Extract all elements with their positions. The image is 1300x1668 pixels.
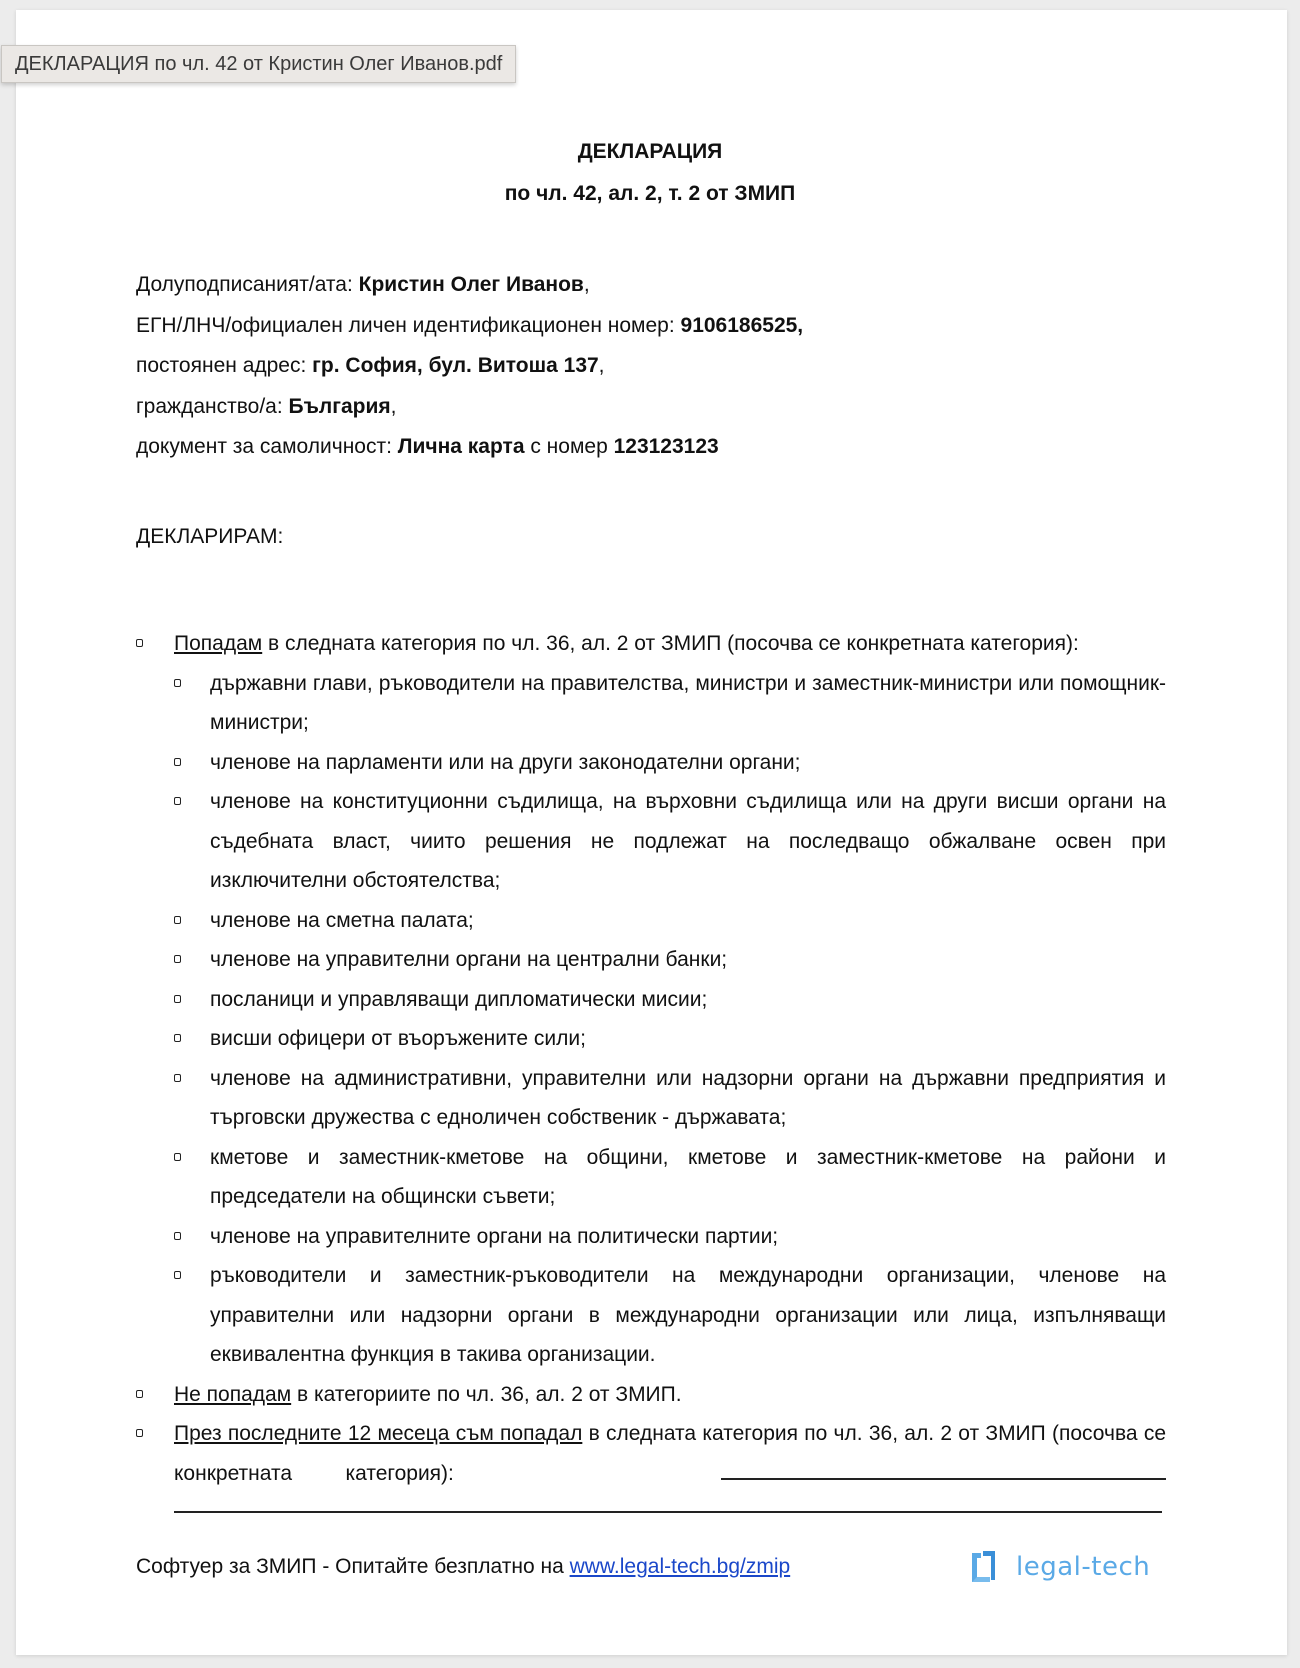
category-item (136, 901, 1166, 941)
logo-icon (968, 1550, 998, 1584)
legal-tech-logo (968, 1550, 1150, 1584)
citizenship-suffix: , (390, 394, 397, 418)
category-text: членове на парламенти или на други законодателни органи; (210, 750, 801, 774)
category-item (136, 940, 1166, 980)
option-text: в следната категория по чл. 36, ал. 2 от ЗМИП (посочва се конкретната категория): (174, 1422, 1166, 1485)
citizenship-line (136, 392, 803, 433)
option-not-applies (136, 1375, 1166, 1415)
declare-heading: ДЕКЛАРИРАМ: (136, 525, 284, 548)
category-text: членове на административни, управителни или надзорни органи на държавни предприятия и търговски дружества с едноличен собственик - държавата; (210, 1066, 1166, 1129)
category-text: членове на управителни органи на централни банки; (210, 948, 728, 971)
category-text: кметове и заместник-кметове на общини, кметове и заместник-кметове на райони и председатели на общински съвети; (210, 1145, 1166, 1208)
signatory-label: Долуподписаният/ата: (136, 273, 359, 296)
checkbox-icon[interactable] (136, 639, 143, 647)
logo-text: legal-tech (1016, 1552, 1151, 1582)
category-item (136, 664, 1166, 743)
id-value: 9106186525, (680, 313, 804, 337)
category-text: висши офицери от въоръжените сили; (210, 1027, 586, 1050)
doc-label: документ за самоличност: (136, 435, 398, 458)
checkbox-icon[interactable] (174, 797, 181, 805)
footer-promo (136, 1555, 790, 1579)
footer-text: Софтуер за ЗМИП - Опитайте безплатно на (136, 1555, 570, 1578)
doc-mid: с номер (524, 435, 614, 458)
category-item (136, 1138, 1166, 1217)
category-item (136, 782, 1166, 901)
footer-link[interactable]: www.legal-tech.bg/zmip (569, 1555, 791, 1578)
fill-in-blank[interactable] (721, 1458, 1166, 1480)
category-item (136, 1059, 1166, 1138)
filename-tooltip: ДЕКЛАРАЦИЯ по чл. 42 от Кристин Олег Иванов.pdf (1, 45, 516, 83)
category-text: членове на сметна палата; (210, 908, 474, 932)
category-list (136, 664, 1166, 1375)
checkbox-icon[interactable] (174, 679, 181, 687)
checkbox-icon[interactable] (136, 1390, 143, 1398)
checkbox-icon[interactable] (174, 1034, 181, 1042)
address-line (136, 351, 803, 392)
address-suffix: , (598, 354, 605, 377)
citizenship-label: гражданство/а: (136, 394, 289, 418)
identity-document-line (136, 432, 803, 473)
document-title: ДЕКЛАРАЦИЯ (577, 140, 723, 163)
category-text: посланици и управляващи дипломатически мисии; (210, 987, 708, 1011)
fill-in-blank-line[interactable] (174, 1493, 1162, 1513)
category-item (136, 1217, 1166, 1257)
signatory-value: Кристин Олег Иванов (358, 273, 584, 296)
category-text: ръководители и заместник-ръководители на международни организации, членове на управителни или надзорни органи в международни организации или лица, изпълняващи еквивалентна функция в такива организации. (210, 1264, 1166, 1366)
checkbox-icon[interactable] (136, 1429, 143, 1437)
option-applies (136, 624, 1166, 664)
id-line (136, 311, 803, 352)
option-text: в следната категория по чл. 36, ал. 2 от ЗМИП (посочва се конкретната категория): (262, 632, 1079, 655)
option-past-12-months (136, 1414, 1166, 1533)
checkbox-icon[interactable] (174, 995, 181, 1003)
category-item (136, 980, 1166, 1020)
checkbox-icon[interactable] (174, 955, 181, 963)
option-underlined: През последните 12 месеца съм попадал (174, 1422, 583, 1445)
address-label: постоянен адрес: (136, 354, 313, 377)
category-text: членове на конституционни съдилища, на върховни съдилища или на други висши органи на съдебната власт, чиито решения не подлежат на последващо обжалване освен при изключителни обстоятелства; (210, 790, 1166, 892)
category-item (136, 1256, 1166, 1375)
option-text: в категориите по чл. 36, ал. 2 от ЗМИП. (291, 1382, 682, 1406)
signatory-suffix: , (583, 273, 590, 296)
document-subtitle: по чл. 42, ал. 2, т. 2 от ЗМИП (504, 182, 796, 205)
option-underlined: Не попадам (174, 1382, 292, 1406)
checkbox-icon[interactable] (174, 916, 181, 924)
checkbox-icon[interactable] (174, 1271, 181, 1279)
category-item (136, 1019, 1166, 1059)
category-text: държавни глави, ръководители на правителства, министри и заместник-министри или помощник-министри; (210, 671, 1166, 734)
category-text: членове на управителните органи на политически партии; (210, 1224, 779, 1248)
address-value: гр. София, бул. Витоша 137 (312, 354, 599, 377)
doc-number-value: 123123123 (613, 435, 719, 458)
checkbox-icon[interactable] (174, 758, 181, 766)
declarant-info (136, 270, 803, 473)
id-label: ЕГН/ЛНЧ/официален личен идентификационен номер: (136, 313, 681, 337)
option-underlined: Попадам (174, 632, 263, 655)
checkbox-icon[interactable] (174, 1153, 181, 1161)
checkbox-icon[interactable] (174, 1232, 181, 1240)
checkbox-icon[interactable] (174, 1074, 181, 1082)
signatory-line (136, 270, 803, 311)
doc-type-value: Лична карта (397, 435, 525, 458)
declaration-options (136, 624, 1166, 1533)
category-item (136, 743, 1166, 783)
citizenship-value: България (288, 394, 391, 418)
